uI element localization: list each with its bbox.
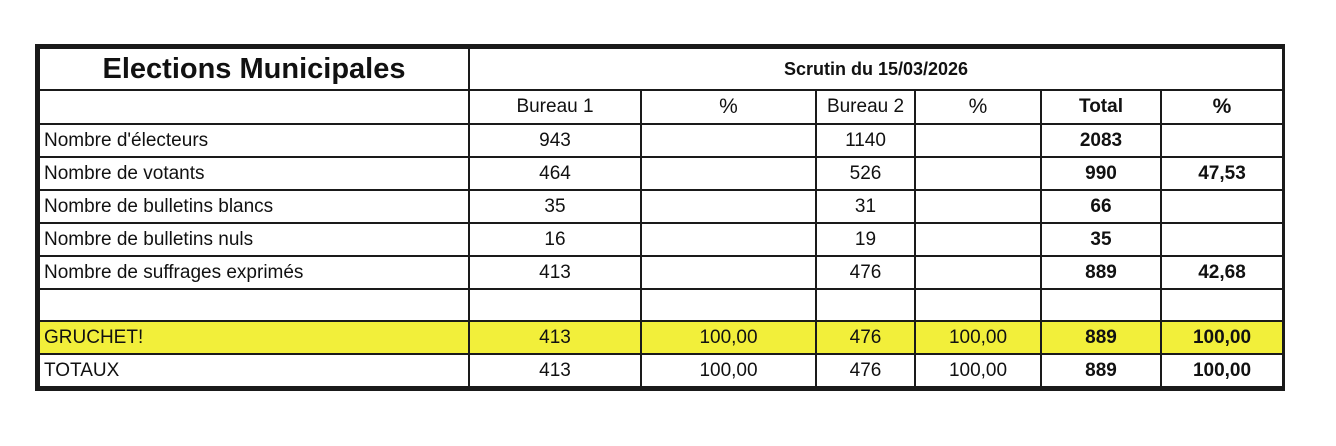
cell-bureau2: 1140 (816, 124, 915, 157)
totals-bureau2: 476 (816, 354, 915, 387)
header-empty (39, 90, 469, 124)
col-pct2: % (915, 90, 1041, 124)
candidate-bureau1: 413 (469, 321, 641, 354)
cell-pct-total (1161, 190, 1283, 223)
col-pct-total: % (1161, 90, 1283, 124)
cell-bureau2: 526 (816, 157, 915, 190)
cell-total: 990 (1041, 157, 1161, 190)
table-row (39, 124, 1283, 157)
cell-bureau1: 413 (469, 256, 641, 289)
col-pct1: % (641, 90, 816, 124)
cell-pct2 (915, 223, 1041, 256)
spacer-row (39, 289, 1283, 321)
totals-pct1: 100,00 (641, 354, 816, 387)
row-label: Nombre de bulletins blancs (39, 190, 469, 223)
empty-cell (1041, 289, 1161, 321)
totals-row (39, 354, 1283, 387)
table-row (39, 256, 1283, 289)
totals-label: TOTAUX (39, 354, 469, 387)
candidate-pct1: 100,00 (641, 321, 816, 354)
cell-bureau1: 464 (469, 157, 641, 190)
cell-pct2 (915, 157, 1041, 190)
scrutin-date: Scrutin du 15/03/2026 (469, 48, 1283, 90)
totals-pct2: 100,00 (915, 354, 1041, 387)
cell-pct-total: 42,68 (1161, 256, 1283, 289)
cell-pct2 (915, 256, 1041, 289)
candidate-label: GRUCHET! (39, 321, 469, 354)
empty-cell (39, 289, 469, 321)
empty-cell (1161, 289, 1283, 321)
candidate-total: 889 (1041, 321, 1161, 354)
row-label: Nombre de votants (39, 157, 469, 190)
cell-bureau2: 19 (816, 223, 915, 256)
cell-pct-total (1161, 124, 1283, 157)
header-row (39, 90, 1283, 124)
cell-pct1 (641, 124, 816, 157)
table-row (39, 157, 1283, 190)
title-row (39, 48, 1283, 90)
cell-pct1 (641, 223, 816, 256)
col-bureau2: Bureau 2 (816, 90, 915, 124)
empty-cell (641, 289, 816, 321)
col-bureau1: Bureau 1 (469, 90, 641, 124)
empty-cell (816, 289, 915, 321)
cell-pct1 (641, 256, 816, 289)
results-table (38, 47, 1284, 388)
cell-total: 2083 (1041, 124, 1161, 157)
cell-bureau1: 35 (469, 190, 641, 223)
table-row (39, 223, 1283, 256)
row-label: Nombre d'électeurs (39, 124, 469, 157)
cell-pct1 (641, 190, 816, 223)
cell-pct-total (1161, 223, 1283, 256)
candidate-row (39, 321, 1283, 354)
cell-bureau2: 476 (816, 256, 915, 289)
candidate-pct-total: 100,00 (1161, 321, 1283, 354)
page-title: Elections Municipales (39, 48, 469, 90)
totals-pct-total: 100,00 (1161, 354, 1283, 387)
totals-bureau1: 413 (469, 354, 641, 387)
col-total: Total (1041, 90, 1161, 124)
cell-bureau2: 31 (816, 190, 915, 223)
cell-pct2 (915, 190, 1041, 223)
candidate-bureau2: 476 (816, 321, 915, 354)
empty-cell (469, 289, 641, 321)
cell-pct1 (641, 157, 816, 190)
cell-total: 889 (1041, 256, 1161, 289)
cell-total: 35 (1041, 223, 1161, 256)
cell-pct2 (915, 124, 1041, 157)
table-row (39, 190, 1283, 223)
row-label: Nombre de suffrages exprimés (39, 256, 469, 289)
cell-total: 66 (1041, 190, 1161, 223)
totals-total: 889 (1041, 354, 1161, 387)
cell-bureau1: 943 (469, 124, 641, 157)
row-label: Nombre de bulletins nuls (39, 223, 469, 256)
empty-cell (915, 289, 1041, 321)
candidate-pct2: 100,00 (915, 321, 1041, 354)
cell-pct-total: 47,53 (1161, 157, 1283, 190)
results-sheet (35, 44, 1285, 391)
cell-bureau1: 16 (469, 223, 641, 256)
